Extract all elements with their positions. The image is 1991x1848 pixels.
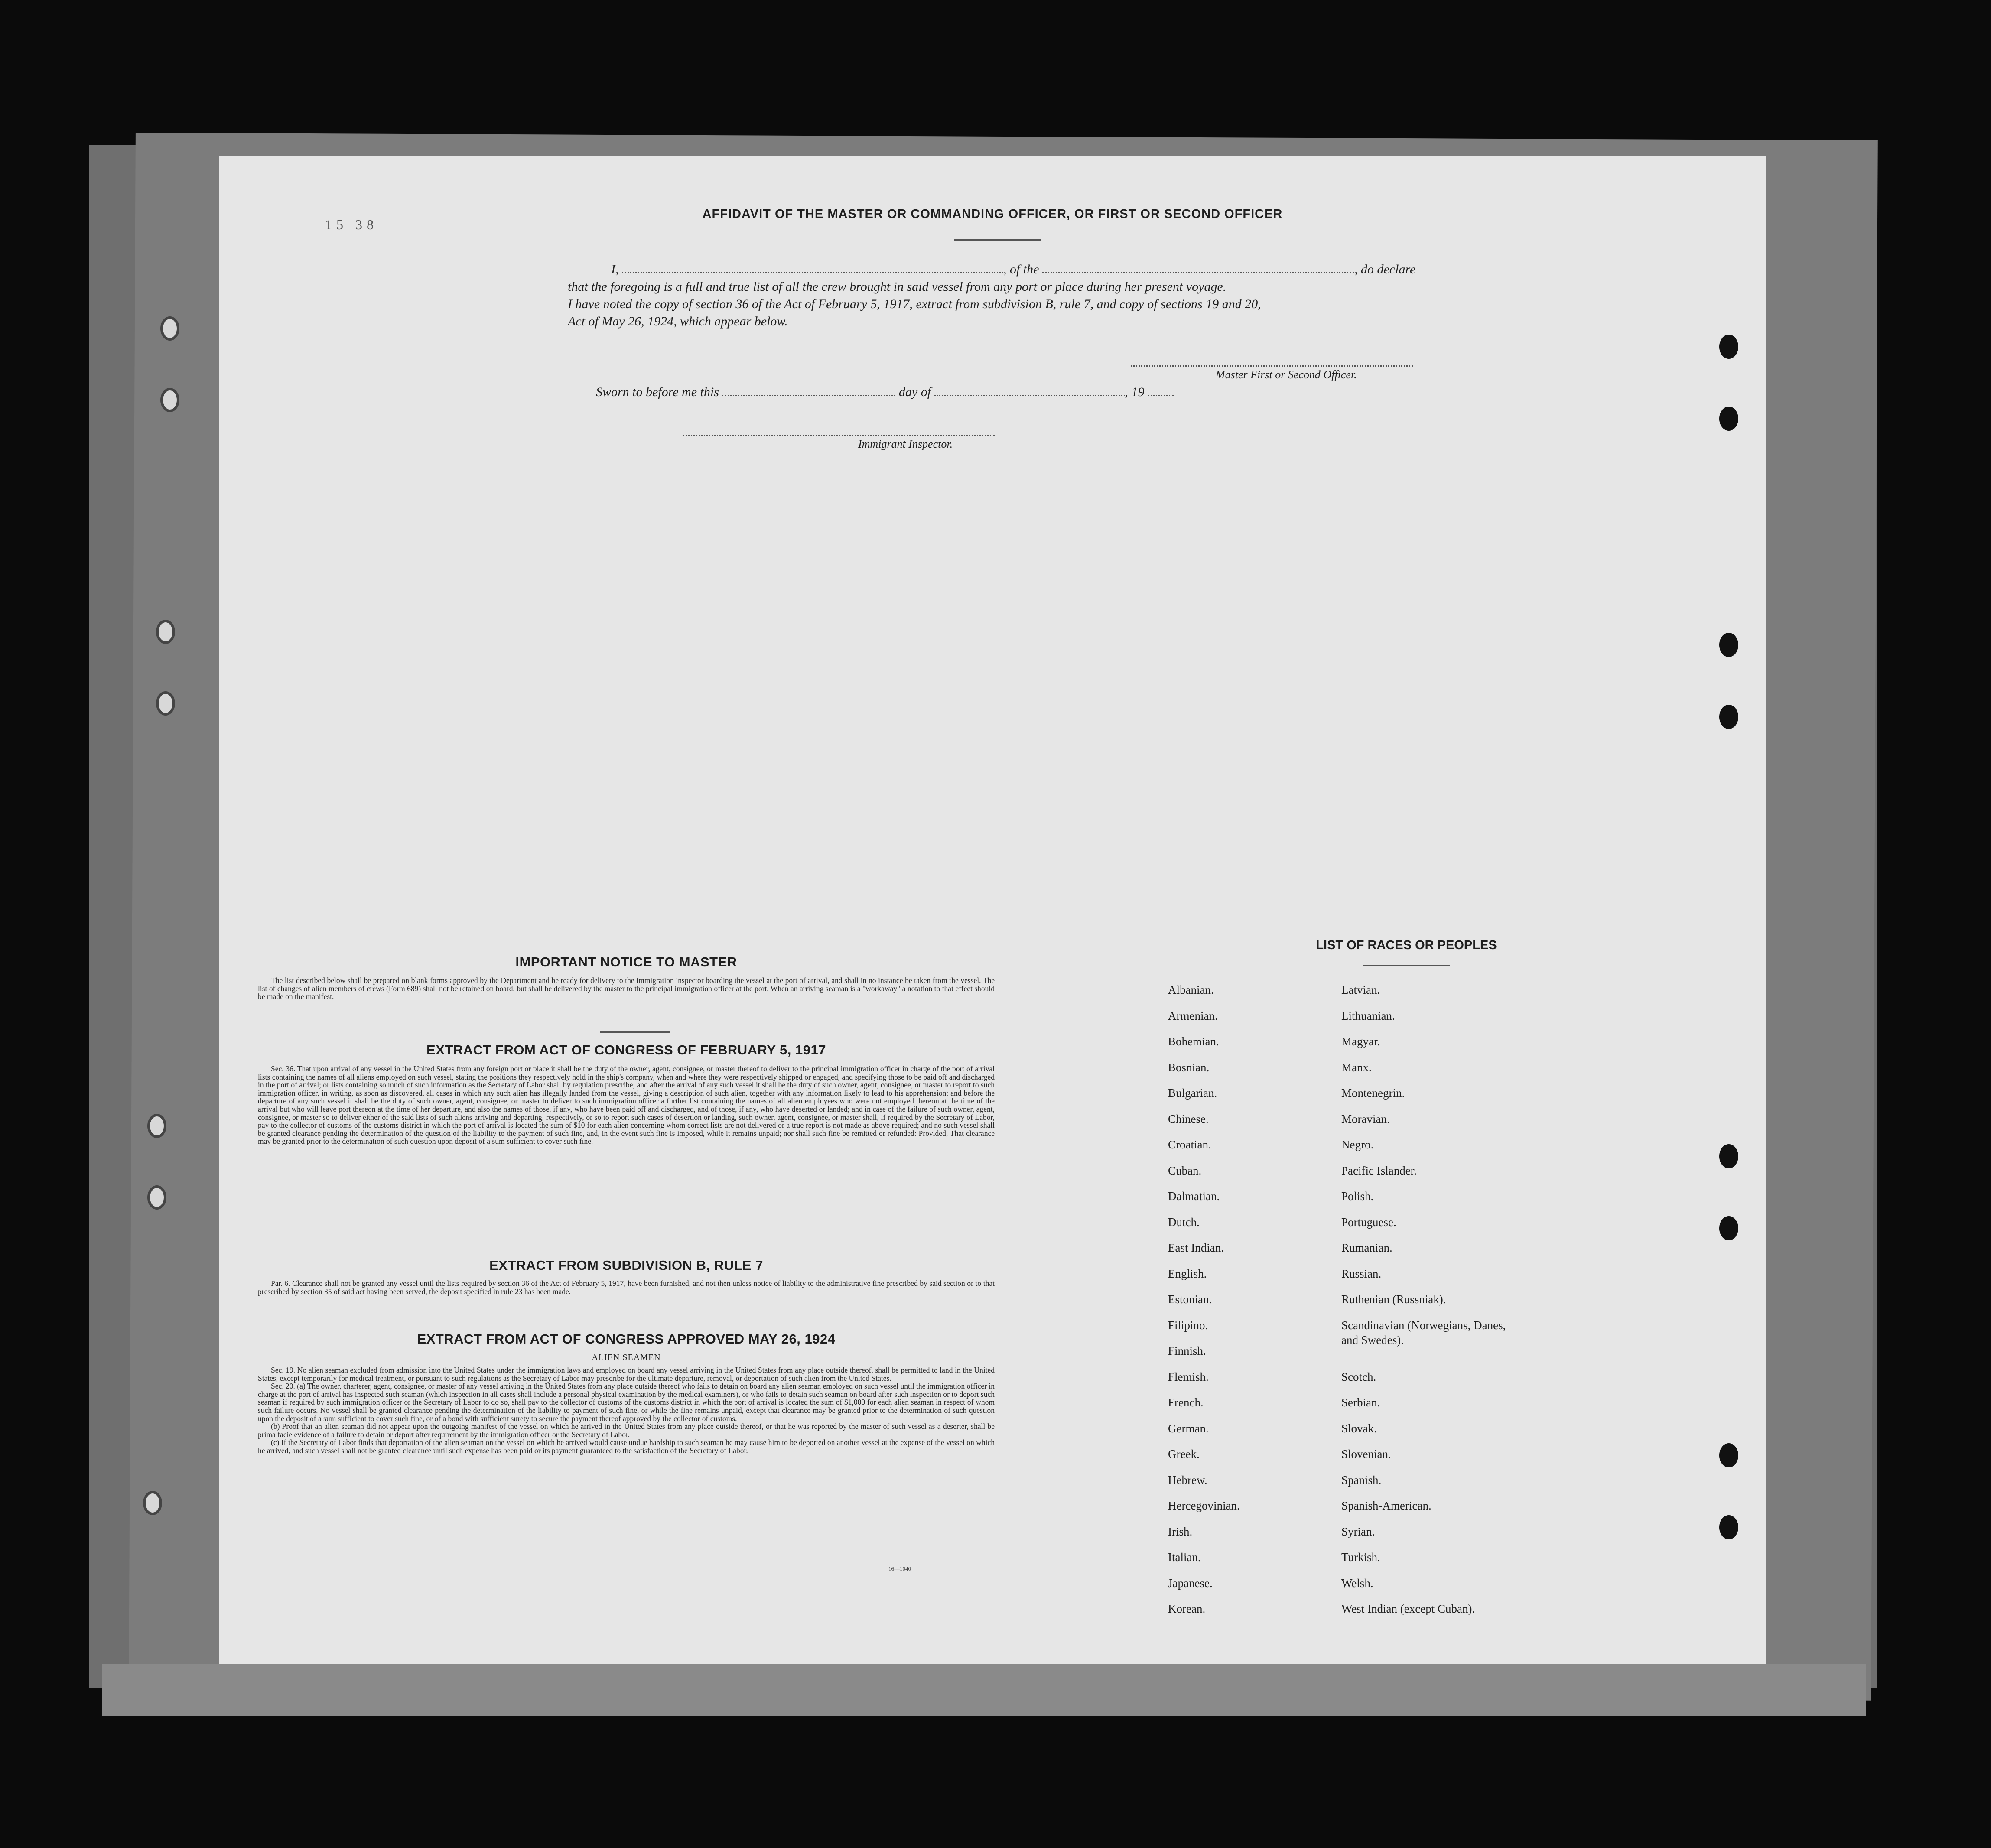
races-list-title: LIST OF RACES OR PEOPLES bbox=[1316, 938, 1497, 952]
affidavit-text-line: that the foregoing is a full and true list of all the crew brought in said vessel from any port or place during her present voyage. bbox=[568, 280, 1226, 294]
form-number: 16—1040 bbox=[888, 1565, 911, 1572]
sec-20b-paragraph: (b) Proof that an alien seaman did not appear upon the outgoing manifest of the vessel on which he arrived in the United States from any place outside thereof, or that he was reported by the master of such vessel as a deserter, shall be prima facie evidence of a failure to detain or deport after requirement by the immigration officer or the Secretary of Labor. bbox=[258, 1422, 995, 1439]
affidavit-declare-text: , do declare bbox=[1354, 262, 1416, 277]
race-item: Korean. bbox=[1168, 1602, 1206, 1615]
race-item: Irish. bbox=[1168, 1525, 1193, 1538]
binder-hole bbox=[160, 388, 179, 412]
binder-hole bbox=[160, 316, 179, 341]
name-blank[interactable] bbox=[622, 263, 1003, 273]
race-item: Greek. bbox=[1168, 1448, 1200, 1461]
affidavit-declaration-line bbox=[611, 262, 1478, 277]
race-item: Manx. bbox=[1341, 1061, 1372, 1074]
race-item: German. bbox=[1168, 1422, 1209, 1435]
vessel-blank[interactable] bbox=[1042, 263, 1354, 273]
races-right-column bbox=[1341, 977, 1523, 1622]
race-item: Cuban. bbox=[1168, 1164, 1202, 1177]
punch-hole bbox=[1719, 705, 1738, 729]
race-item: Flemish. bbox=[1168, 1370, 1209, 1383]
race-item: Montenegrin. bbox=[1341, 1087, 1405, 1100]
race-item: Bulgarian. bbox=[1168, 1087, 1217, 1100]
binder-hole bbox=[156, 691, 175, 716]
race-item: Latvian. bbox=[1341, 983, 1380, 996]
affidavit-of-text: , of the bbox=[1003, 262, 1039, 277]
extract-rule7-title: EXTRACT FROM SUBDIVISION B, RULE 7 bbox=[489, 1258, 763, 1273]
sworn-prefix: Sworn to before me this bbox=[596, 385, 719, 399]
sworn-day-blank[interactable] bbox=[722, 386, 895, 396]
race-item: Croatian. bbox=[1168, 1138, 1211, 1151]
race-item: Japanese. bbox=[1168, 1576, 1213, 1590]
inspector-signature-label: Immigrant Inspector. bbox=[858, 438, 953, 450]
race-item: Magyar. bbox=[1341, 1035, 1380, 1048]
races-left-column bbox=[1168, 977, 1240, 1622]
race-item: Bosnian. bbox=[1168, 1061, 1210, 1074]
sworn-month-blank[interactable] bbox=[934, 386, 1125, 396]
race-item: Portuguese. bbox=[1341, 1215, 1396, 1229]
title-rule bbox=[954, 239, 1041, 241]
affidavit-i-text: I, bbox=[611, 262, 619, 277]
race-item: Welsh. bbox=[1341, 1576, 1373, 1590]
binder-hole bbox=[147, 1185, 166, 1210]
race-item: Armenian. bbox=[1168, 1009, 1218, 1022]
race-item: English. bbox=[1168, 1267, 1207, 1280]
extract-1917-title: EXTRACT FROM ACT OF CONGRESS OF FEBRUARY 5, 1917 bbox=[426, 1042, 826, 1057]
race-item: Filipino. bbox=[1168, 1318, 1208, 1332]
race-item: Negro. bbox=[1341, 1138, 1374, 1151]
sworn-year-text: , 19 bbox=[1125, 385, 1145, 399]
extract-rule7-paragraph: Par. 6. Clearance shall not be granted any vessel until the lists required by section 36 of the Act of February 5, 1917, have been furnished, and not then unless notice of liability to the administrative fine prescribed by said section or to that prescribed by section 35 of said act having been served, the deposit specified in rule 23 has been made. bbox=[258, 1279, 995, 1296]
sworn-line bbox=[596, 385, 1463, 400]
race-item: West Indian (except Cuban). bbox=[1341, 1602, 1475, 1615]
binder-hole bbox=[143, 1491, 162, 1515]
title-rule bbox=[1363, 965, 1450, 966]
sec-20c-paragraph: (c) If the Secretary of Labor finds that deportation of the alien seaman on the vessel on which he arrived would cause undue hardship to such seaman he may cause him to be deported on another vessel at the expense of the vessel on which he arrived, and such vessel shall not be granted clearance until such expense has been paid or its payment guaranteed to the satisfaction of the Secretary of Labor. bbox=[258, 1438, 995, 1455]
important-notice-title: IMPORTANT NOTICE TO MASTER bbox=[515, 954, 737, 970]
page-number-mark: 15 38 bbox=[325, 217, 378, 232]
important-notice-paragraph: The list described below shall be prepared on blank forms approved by the Department and be ready for delivery to the immigration inspector boarding the vessel at the port of arrival, and shall in no instance be taken from the vessel. The list of changes of alien members of crews (Form 689) shall not be retained on board, but shall be delivered by the master to the principal immigration officer at the port. When an arriving seaman is a "workaway" a notation to that effect should be made on the manifest. bbox=[258, 976, 995, 1001]
punch-hole bbox=[1719, 633, 1738, 657]
affidavit-text-line: Act of May 26, 1924, which appear below. bbox=[568, 314, 788, 329]
race-item: French. bbox=[1168, 1396, 1204, 1409]
punch-hole bbox=[1719, 407, 1738, 431]
section-rule bbox=[600, 1031, 670, 1033]
race-item: Russian. bbox=[1341, 1267, 1382, 1280]
inspector-signature-line[interactable] bbox=[683, 435, 995, 436]
race-item: Polish. bbox=[1341, 1190, 1374, 1203]
race-item: Scandinavian (Norwegians, Danes, and Swedes). bbox=[1341, 1318, 1506, 1347]
race-item: Lithuanian. bbox=[1341, 1009, 1395, 1022]
punch-hole bbox=[1719, 1216, 1738, 1240]
race-item: Scotch. bbox=[1341, 1370, 1376, 1383]
affidavit-title: AFFIDAVIT OF THE MASTER OR COMMANDING OFFICER, OR FIRST OR SECOND OFFICER bbox=[702, 207, 1283, 221]
race-item: Dalmatian. bbox=[1168, 1190, 1220, 1203]
race-item: Italian. bbox=[1168, 1551, 1201, 1564]
extract-1917-body bbox=[258, 1065, 995, 1145]
race-item: Slovenian. bbox=[1341, 1448, 1391, 1461]
race-item: Albanian. bbox=[1168, 983, 1214, 996]
race-item: Turkish. bbox=[1341, 1551, 1380, 1564]
alien-seamen-subtitle: ALIEN SEAMEN bbox=[592, 1353, 661, 1362]
race-item: Ruthenian (Russniak). bbox=[1341, 1293, 1446, 1306]
binder-hole bbox=[147, 1114, 166, 1138]
extract-rule7-body bbox=[258, 1279, 995, 1295]
paper-edge-stack bbox=[102, 1664, 1866, 1716]
affidavit-text-line: I have noted the copy of section 36 of the Act of February 5, 1917, extract from subdivision B, rule 7, and copy of sections 19 and 20, bbox=[568, 297, 1261, 311]
race-item: Serbian. bbox=[1341, 1396, 1380, 1409]
race-item: Chinese. bbox=[1168, 1112, 1209, 1126]
master-signature-line[interactable] bbox=[1131, 365, 1413, 367]
race-item: Hebrew. bbox=[1168, 1473, 1207, 1487]
race-item: Rumanian. bbox=[1341, 1241, 1392, 1254]
race-item: Syrian. bbox=[1341, 1525, 1375, 1538]
race-item: Moravian. bbox=[1341, 1112, 1390, 1126]
race-item: Slovak. bbox=[1341, 1422, 1377, 1435]
race-item: Pacific Islander. bbox=[1341, 1164, 1417, 1177]
extract-1924-body bbox=[258, 1366, 995, 1455]
sec-20a-paragraph: Sec. 20. (a) The owner, charterer, agent, consignee, or master of any vessel arriving in the United States from any place outside thereof who fails to detain on board any alien seaman employed on such vessel until the immigration officer in charge at the port of arrival has inspected such seaman (which inspection in all cases shall include a personal physical examination by the medical examiners), or who fails to detain such seaman on board after such inspection or to deport such seaman if required by such immigration officer or the Secretary of Labor to do so, shall pay to the collector of customs of the customs district in which the port of arrival is located the sum of $1,000 for each alien seaman in respect of whom such failure occurs. No vessel shall be granted clearance pending the determination of the liability to payment of such fine, or while the fine remains unpaid, except that clearance may be granted prior to the determination of such question upon the deposit of a sum sufficient to cover such fine, or of a bond with sufficient surety to secure the payment thereof approved by the collector of customs. bbox=[258, 1382, 995, 1423]
race-item: Estonian. bbox=[1168, 1293, 1212, 1306]
race-item: East Indian. bbox=[1168, 1241, 1224, 1254]
binder-hole bbox=[156, 620, 175, 644]
race-item: Spanish. bbox=[1341, 1473, 1382, 1487]
sworn-day-text: day of bbox=[898, 385, 931, 399]
race-item: Hercegovinian. bbox=[1168, 1499, 1240, 1512]
extract-1924-title: EXTRACT FROM ACT OF CONGRESS APPROVED MAY 26, 1924 bbox=[417, 1331, 836, 1347]
extract-1917-paragraph: Sec. 36. That upon arrival of any vessel in the United States from any foreign port or place it shall be the duty of the owner, agent, consignee, or master thereof to deliver to the principal immigration officer in charge of the port of arrival lists containing the names of all aliens employed on such vessel, stating the positions they respectively hold in the ship's company, when and where they were respectively shipped or engaged, and specifying those to be paid off and discharged in the port of arrival; or lists containing so much of such information as the Secretary of Labor shall by regulation prescribe; and after the arrival of any such vessel it shall be the duty of such owner, agent, consignee, or master to report to such immigration officer, in writing, as soon as discovered, all cases in which any such alien has illegally landed from the vessel, giving a description of such alien, together with any information likely to lead to his apprehension; and before the departure of any such vessel it shall be the duty of such owner, agent, consignee, or master to deliver to such immigration officer a further list containing the names of all alien employees who were not employed thereon at the time of the arrival but who will leave port thereon at the time of her departure, and also the names of those, if any, who have been paid off and discharged, and of those, if any, who have deserted or landed; and in case of the failure of such owner, agent, consignee, or master so to deliver either of the said lists of such aliens arriving and departing, respectively, or so to report such cases of desertion or landing, such owner, agent, consignee, or master shall, if required by the Secretary of Labor, pay to the collector of customs of the customs district in which the port of arrival is located the sum of $10 for each alien concerning whom correct lists are not delivered or a true report is not made as above required; and no such vessel shall be granted clearance pending the determination of the question of the liability to the payment of such fine, and, in the event such fine is imposed, while it remains unpaid; nor shall such fine be remitted or refunded: Provided, That clearance may be granted prior to the determination of such question upon deposit of a sum sufficient to cover such fine. bbox=[258, 1064, 995, 1146]
punch-hole bbox=[1719, 1144, 1738, 1168]
manifest-page bbox=[219, 156, 1766, 1664]
master-signature-label: Master First or Second Officer. bbox=[1216, 368, 1357, 381]
important-notice-body bbox=[258, 976, 995, 1001]
race-item: Bohemian. bbox=[1168, 1035, 1219, 1048]
sec-19-paragraph: Sec. 19. No alien seaman excluded from admission into the United States under the immigration laws and employed on board any vessel arriving in the United States from any place outside thereof, shall be permitted to land in the United States, except temporarily for medical treatment, or pursuant to such regulations as the Secretary of Labor may prescribe for the ultimate departure, removal, or deportation of such alien from the United States. bbox=[258, 1366, 995, 1383]
race-item: Finnish. bbox=[1168, 1344, 1206, 1357]
punch-hole bbox=[1719, 1515, 1738, 1539]
punch-hole bbox=[1719, 1443, 1738, 1467]
race-item: Spanish-American. bbox=[1341, 1499, 1431, 1512]
sworn-year-blank[interactable] bbox=[1148, 386, 1174, 396]
punch-hole bbox=[1719, 335, 1738, 359]
race-item: Dutch. bbox=[1168, 1215, 1200, 1229]
